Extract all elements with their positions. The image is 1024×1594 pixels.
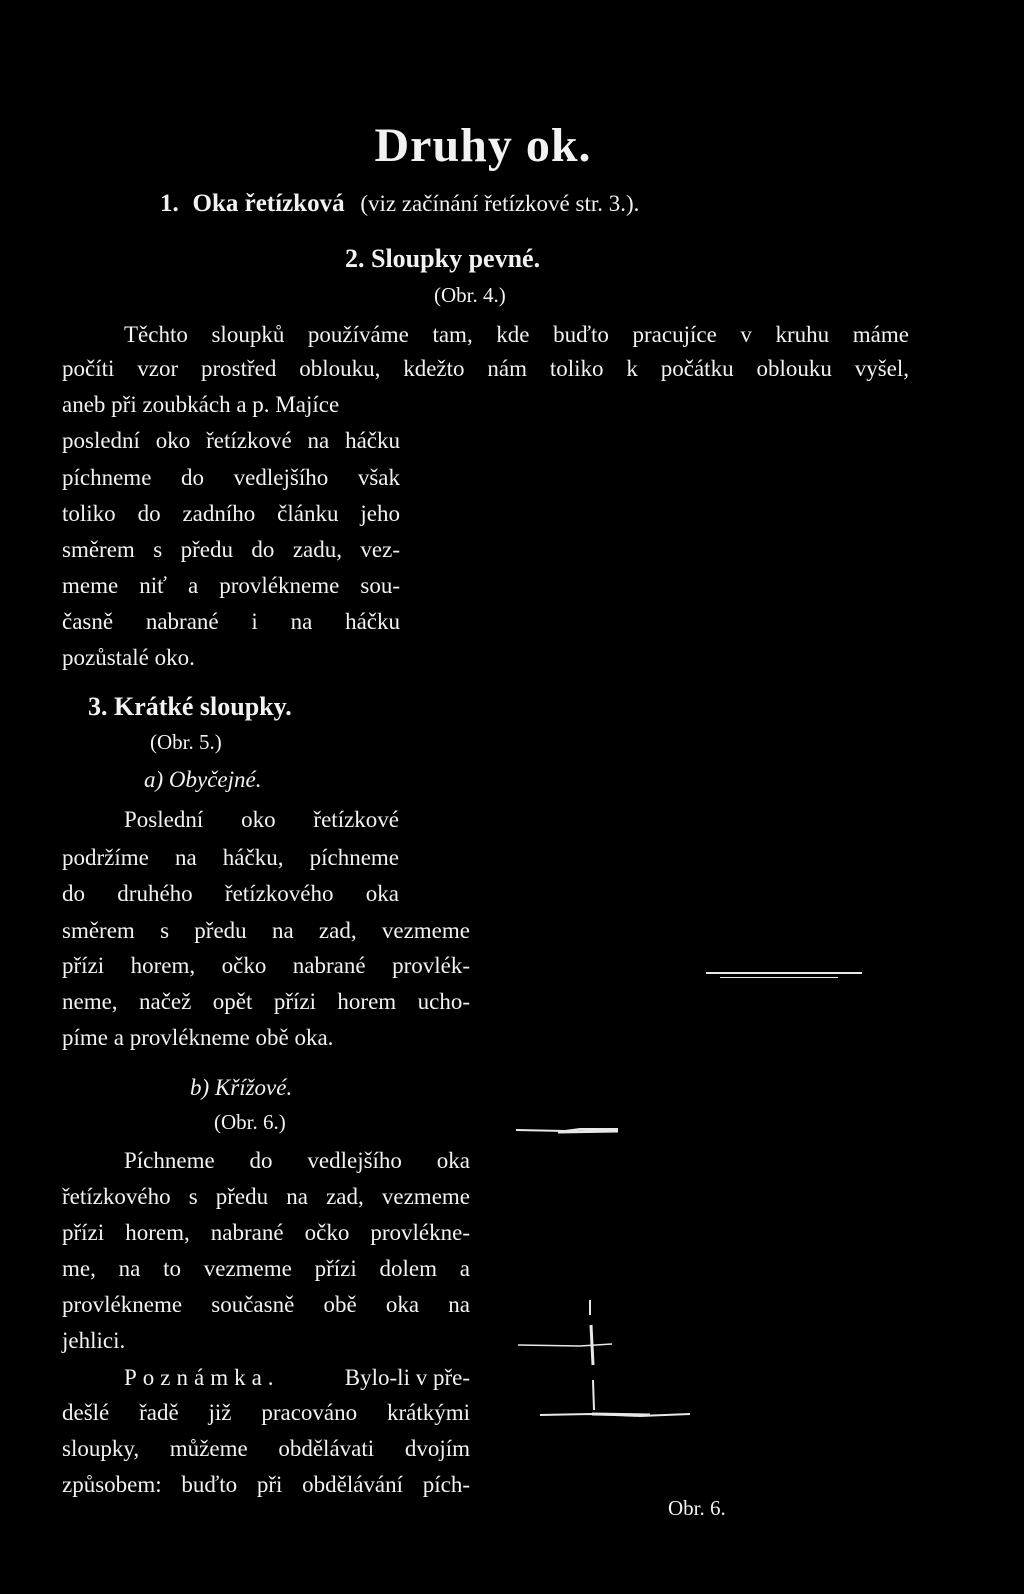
paragraph-line: pozůstalé oko. xyxy=(62,645,195,670)
paragraph-line: počíti vzor prostřed oblouku, kdežto nám toliko k počátku oblouku vyšel, xyxy=(62,356,909,381)
paragraph-line: píchneme do vedlejšího však xyxy=(62,465,400,490)
paragraph-line: způsobem: buďto při obdělávání pích- xyxy=(62,1472,470,1497)
subsection-a-heading: a) Obyčejné. xyxy=(144,767,262,792)
section-1-note: (viz začínání řetízkové str. 3.). xyxy=(360,191,640,216)
figure-6-caption: Obr. 6. xyxy=(668,1496,726,1520)
paragraph-line: poslední oko řetízkové na háčku xyxy=(62,428,400,453)
page-title: Druhy ok. xyxy=(374,119,592,172)
paragraph-line: přízi horem, nabrané očko provlékne- xyxy=(62,1220,470,1245)
note-text: Bylo-li v pře- xyxy=(344,1365,470,1390)
paragraph-line: provlékneme současně obě oka na xyxy=(62,1292,470,1317)
subsection-b-figure-ref: (Obr. 6.) xyxy=(214,1110,286,1134)
paragraph-line: přízi horem, očko nabrané provlék- xyxy=(62,953,470,978)
paragraph-line: toliko do zadního článku jeho xyxy=(62,501,400,526)
paragraph-line: neme, načež opět přízi horem ucho- xyxy=(62,989,470,1014)
section-3-heading: 3. Krátké sloupky. xyxy=(88,692,292,721)
section-1-number: 1. xyxy=(160,190,179,217)
paragraph-line: jehlici. xyxy=(62,1328,126,1353)
figure-6-illustration xyxy=(500,1120,720,1450)
figure-5-stitch-line xyxy=(706,972,862,974)
paragraph-line: řetízkového s předu na zad, vezmeme xyxy=(62,1184,470,1209)
paragraph-line: píme a provlékneme obě oka. xyxy=(62,1025,334,1050)
figure-5-stitch-line xyxy=(720,977,838,978)
section-2-figure-ref: (Obr. 4.) xyxy=(434,283,506,307)
paragraph-line: časně nabrané i na háčku xyxy=(62,609,400,634)
note-label: Poznámka. xyxy=(124,1365,280,1390)
section-1-line xyxy=(160,190,639,218)
paragraph-line: směrem s předu na zad, vezmeme xyxy=(62,918,470,943)
paragraph-line: Těchto sloupků používáme tam, kde buďto pracujíce v kruhu máme xyxy=(124,322,909,347)
paragraph-line: Poslední oko řetízkové xyxy=(124,807,399,832)
paragraph-line: podržíme na háčku, píchneme xyxy=(62,845,399,870)
paragraph-line: sloupky, můžeme obdělávati dvojím xyxy=(62,1436,470,1461)
note-line xyxy=(124,1365,470,1391)
paragraph-line: do druhého řetízkového oka xyxy=(62,881,399,906)
paragraph-line: směrem s předu do zadu, vez- xyxy=(62,537,400,562)
section-1-name: Oka řetízková xyxy=(192,190,345,217)
paragraph-line: dešlé řadě již pracováno krátkými xyxy=(62,1400,470,1425)
subsection-b-heading: b) Křížové. xyxy=(190,1075,293,1100)
paragraph-line: me, na to vezmeme přízi dolem a xyxy=(62,1256,470,1281)
paragraph-line: Píchneme do vedlejšího oka xyxy=(124,1148,470,1173)
section-2-heading: 2. Sloupky pevné. xyxy=(345,244,541,273)
paragraph-line: meme niť a provlékneme sou- xyxy=(62,573,400,598)
section-3-figure-ref: (Obr. 5.) xyxy=(150,730,222,754)
paragraph-line: aneb při zoubkách a p. Majíce xyxy=(62,392,340,417)
